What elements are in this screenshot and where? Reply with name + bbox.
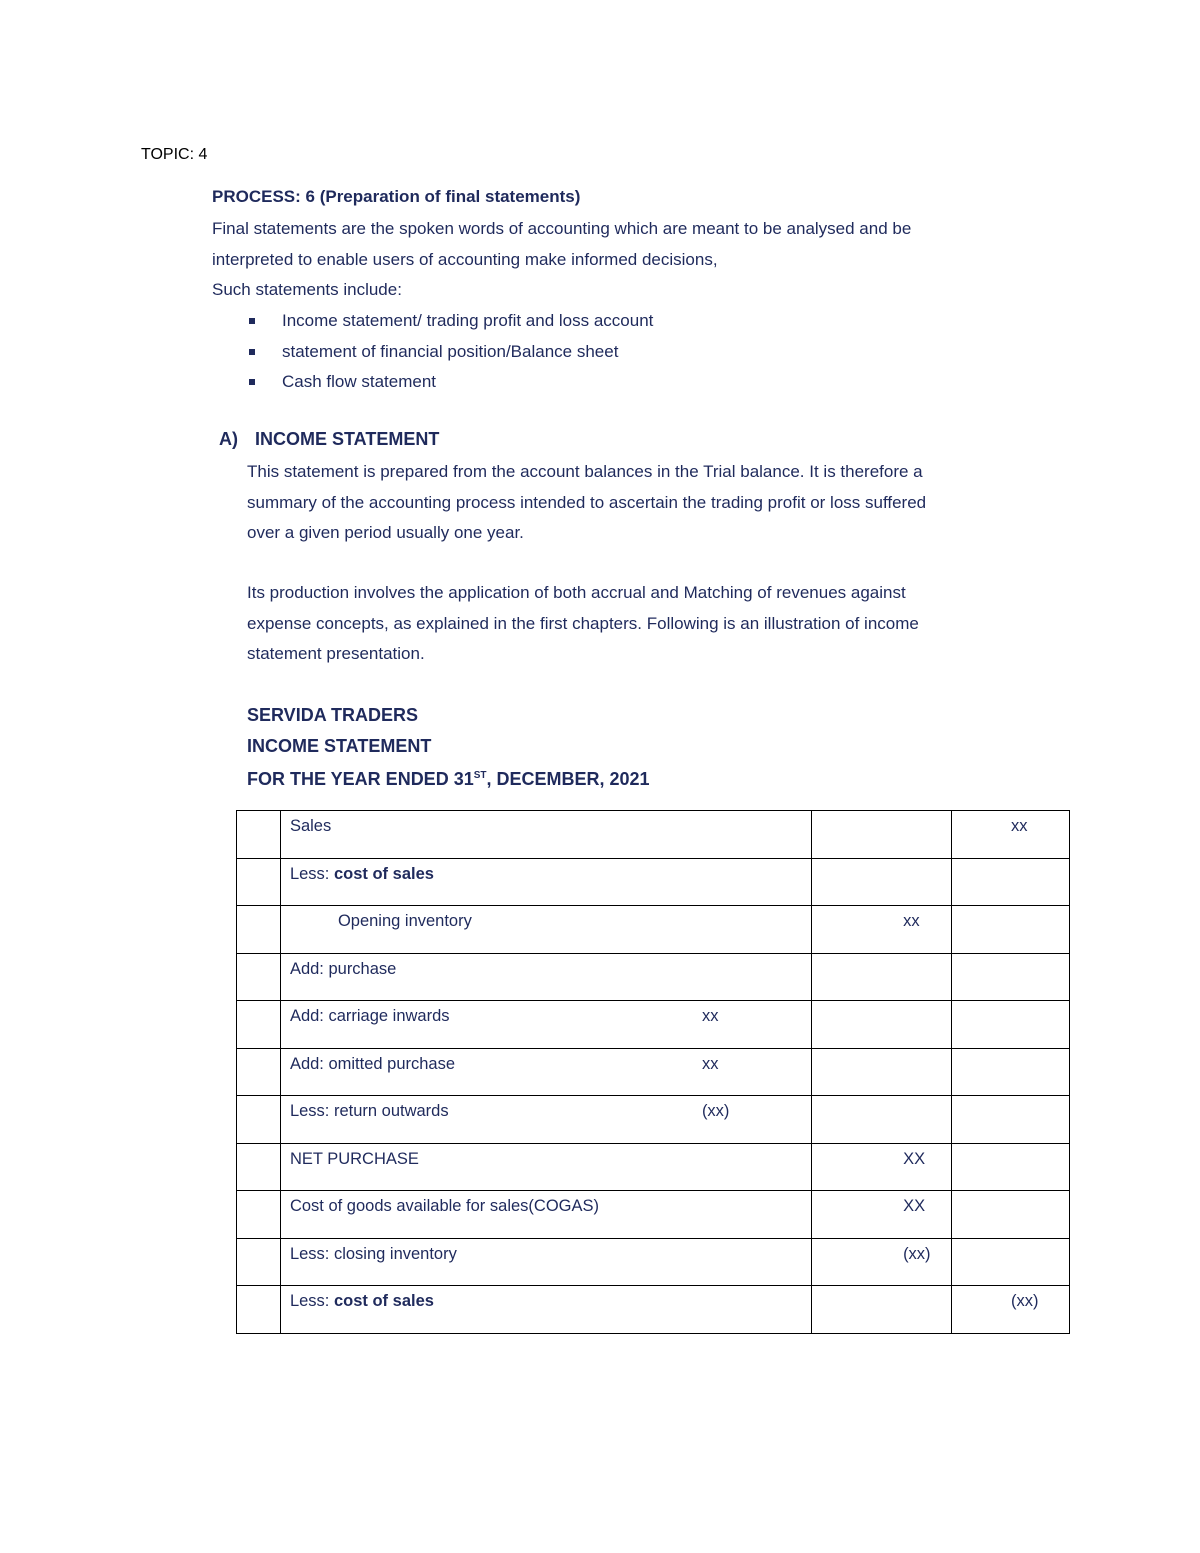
- amount-cell: [812, 1096, 952, 1144]
- row-number-cell: [237, 953, 281, 1001]
- description-text: Less:: [289, 864, 334, 883]
- list-item-text: Income statement/ trading profit and loss account: [282, 311, 654, 330]
- description-cell: [280, 811, 811, 859]
- description-bold-text: cost of sales: [333, 864, 434, 883]
- sub-amount: xx: [701, 1054, 719, 1073]
- row-number-cell: [237, 1191, 281, 1239]
- description-cell: [280, 858, 811, 906]
- period-suffix: , DECEMBER, 2021: [486, 769, 650, 789]
- row-number-cell: [237, 858, 281, 906]
- description-text: Add: carriage inwards: [289, 1007, 450, 1025]
- total-cell: [952, 953, 1070, 1001]
- amount-value: xx: [903, 912, 920, 930]
- statement-header: [247, 700, 650, 795]
- bullet-square-icon: [249, 379, 255, 385]
- description-text: Less:: [289, 1292, 334, 1310]
- description-cell: [280, 1191, 811, 1239]
- section-title: INCOME STATEMENT: [255, 429, 440, 449]
- amount-cell: [812, 1143, 952, 1191]
- table-row: [237, 906, 1070, 954]
- description-text: Opening inventory: [337, 912, 472, 930]
- amount-cell: [812, 858, 952, 906]
- total-cell: [952, 1048, 1070, 1096]
- description-cell: [280, 1096, 811, 1144]
- paragraph-line: summary of the accounting process intended to ascertain the trading profit or loss suffered: [247, 492, 927, 512]
- list-item: [245, 337, 653, 368]
- description-text: Add: omitted purchase: [289, 1054, 456, 1073]
- total-value: xx: [1011, 817, 1028, 835]
- total-cell: [952, 1096, 1070, 1144]
- description-cell: [280, 906, 811, 954]
- list-item-text: statement of financial position/Balance sheet: [282, 341, 619, 361]
- paragraph-line: Its production involves the application of both accrual and Matching of revenues against: [247, 583, 906, 602]
- total-cell: [952, 1143, 1070, 1191]
- table-row: [237, 953, 1070, 1001]
- table-row: [237, 1096, 1070, 1144]
- row-number-cell: [237, 906, 281, 954]
- amount-cell: [812, 1001, 952, 1049]
- total-cell: [952, 1238, 1070, 1286]
- description-text: Sales: [289, 817, 332, 835]
- income-statement-table: [236, 810, 1070, 1334]
- total-cell: [952, 811, 1070, 859]
- intro-line: Such statements include:: [212, 280, 402, 299]
- description-text: Less: return outwards: [289, 1102, 449, 1120]
- table-row: [237, 1286, 1070, 1334]
- section-a-heading: [219, 429, 439, 450]
- description-cell: [280, 1001, 811, 1049]
- list-item-text: Cash flow statement: [282, 372, 437, 391]
- amount-cell: [812, 1048, 952, 1096]
- paragraph-line: expense concepts, as explained in the first chapters. Following is an illustration of income: [247, 613, 919, 633]
- amount-cell: [812, 1286, 952, 1334]
- amount-value: (xx): [903, 1244, 931, 1263]
- description-cell: [280, 1048, 811, 1096]
- section-label: A): [219, 429, 238, 449]
- amount-cell: [812, 1191, 952, 1239]
- bullet-square-icon: [249, 318, 255, 324]
- paragraph-line: statement presentation.: [247, 644, 425, 663]
- section-a-paragraph-2: [247, 578, 919, 670]
- intro-paragraph: [212, 214, 911, 306]
- period-superscript: ST: [473, 770, 487, 781]
- amount-value: XX: [903, 1197, 926, 1215]
- row-number-cell: [237, 1143, 281, 1191]
- bullet-square-icon: [249, 349, 255, 355]
- row-number-cell: [237, 1001, 281, 1049]
- process-heading: PROCESS: 6 (Preparation of final statements): [212, 187, 581, 206]
- table-row: [237, 1143, 1070, 1191]
- table-row: [237, 1191, 1070, 1239]
- section-a-paragraph-1: [247, 457, 926, 549]
- table-row: [237, 1001, 1070, 1049]
- total-value: (xx): [1011, 1292, 1039, 1310]
- table-row: [237, 1048, 1070, 1096]
- statement-period: [247, 761, 650, 795]
- statements-list: [245, 306, 653, 398]
- intro-line: interpreted to enable users of accounting make informed decisions,: [212, 249, 718, 269]
- list-item: [245, 367, 653, 398]
- total-cell: [952, 1191, 1070, 1239]
- intro-line: Final statements are the spoken words of accounting which are meant to be analysed and be: [212, 219, 912, 238]
- row-number-cell: [237, 1286, 281, 1334]
- description-text: Add: purchase: [289, 959, 397, 978]
- total-cell: [952, 906, 1070, 954]
- total-cell: [952, 858, 1070, 906]
- table-row: [237, 1238, 1070, 1286]
- row-number-cell: [237, 1096, 281, 1144]
- amount-value: XX: [903, 1149, 926, 1168]
- amount-cell: [812, 1238, 952, 1286]
- table-row: [237, 811, 1070, 859]
- description-cell: [280, 1238, 811, 1286]
- amount-cell: [812, 906, 952, 954]
- sub-amount: xx: [701, 1007, 719, 1025]
- list-item: [245, 306, 653, 337]
- company-name: SERVIDA TRADERS: [247, 705, 419, 725]
- period-prefix: FOR THE YEAR ENDED 31: [247, 769, 474, 789]
- statement-title: INCOME STATEMENT: [247, 735, 432, 756]
- description-cell: [280, 953, 811, 1001]
- row-number-cell: [237, 1238, 281, 1286]
- description-text: Less: closing inventory: [289, 1244, 457, 1263]
- row-number-cell: [237, 1048, 281, 1096]
- total-cell: [952, 1001, 1070, 1049]
- description-text: NET PURCHASE: [289, 1149, 419, 1168]
- paragraph-line: This statement is prepared from the account balances in the Trial balance. It is therefore a: [247, 462, 923, 481]
- amount-cell: [812, 953, 952, 1001]
- total-cell: [952, 1286, 1070, 1334]
- description-cell: [280, 1286, 811, 1334]
- sub-amount: (xx): [701, 1102, 730, 1120]
- row-number-cell: [237, 811, 281, 859]
- table-row: [237, 858, 1070, 906]
- description-bold-text: cost of sales: [333, 1292, 434, 1310]
- amount-cell: [812, 811, 952, 859]
- paragraph-line: over a given period usually one year.: [247, 523, 524, 542]
- description-text: Cost of goods available for sales(COGAS): [289, 1197, 599, 1215]
- topic-label: TOPIC: 4: [141, 146, 208, 163]
- description-cell: [280, 1143, 811, 1191]
